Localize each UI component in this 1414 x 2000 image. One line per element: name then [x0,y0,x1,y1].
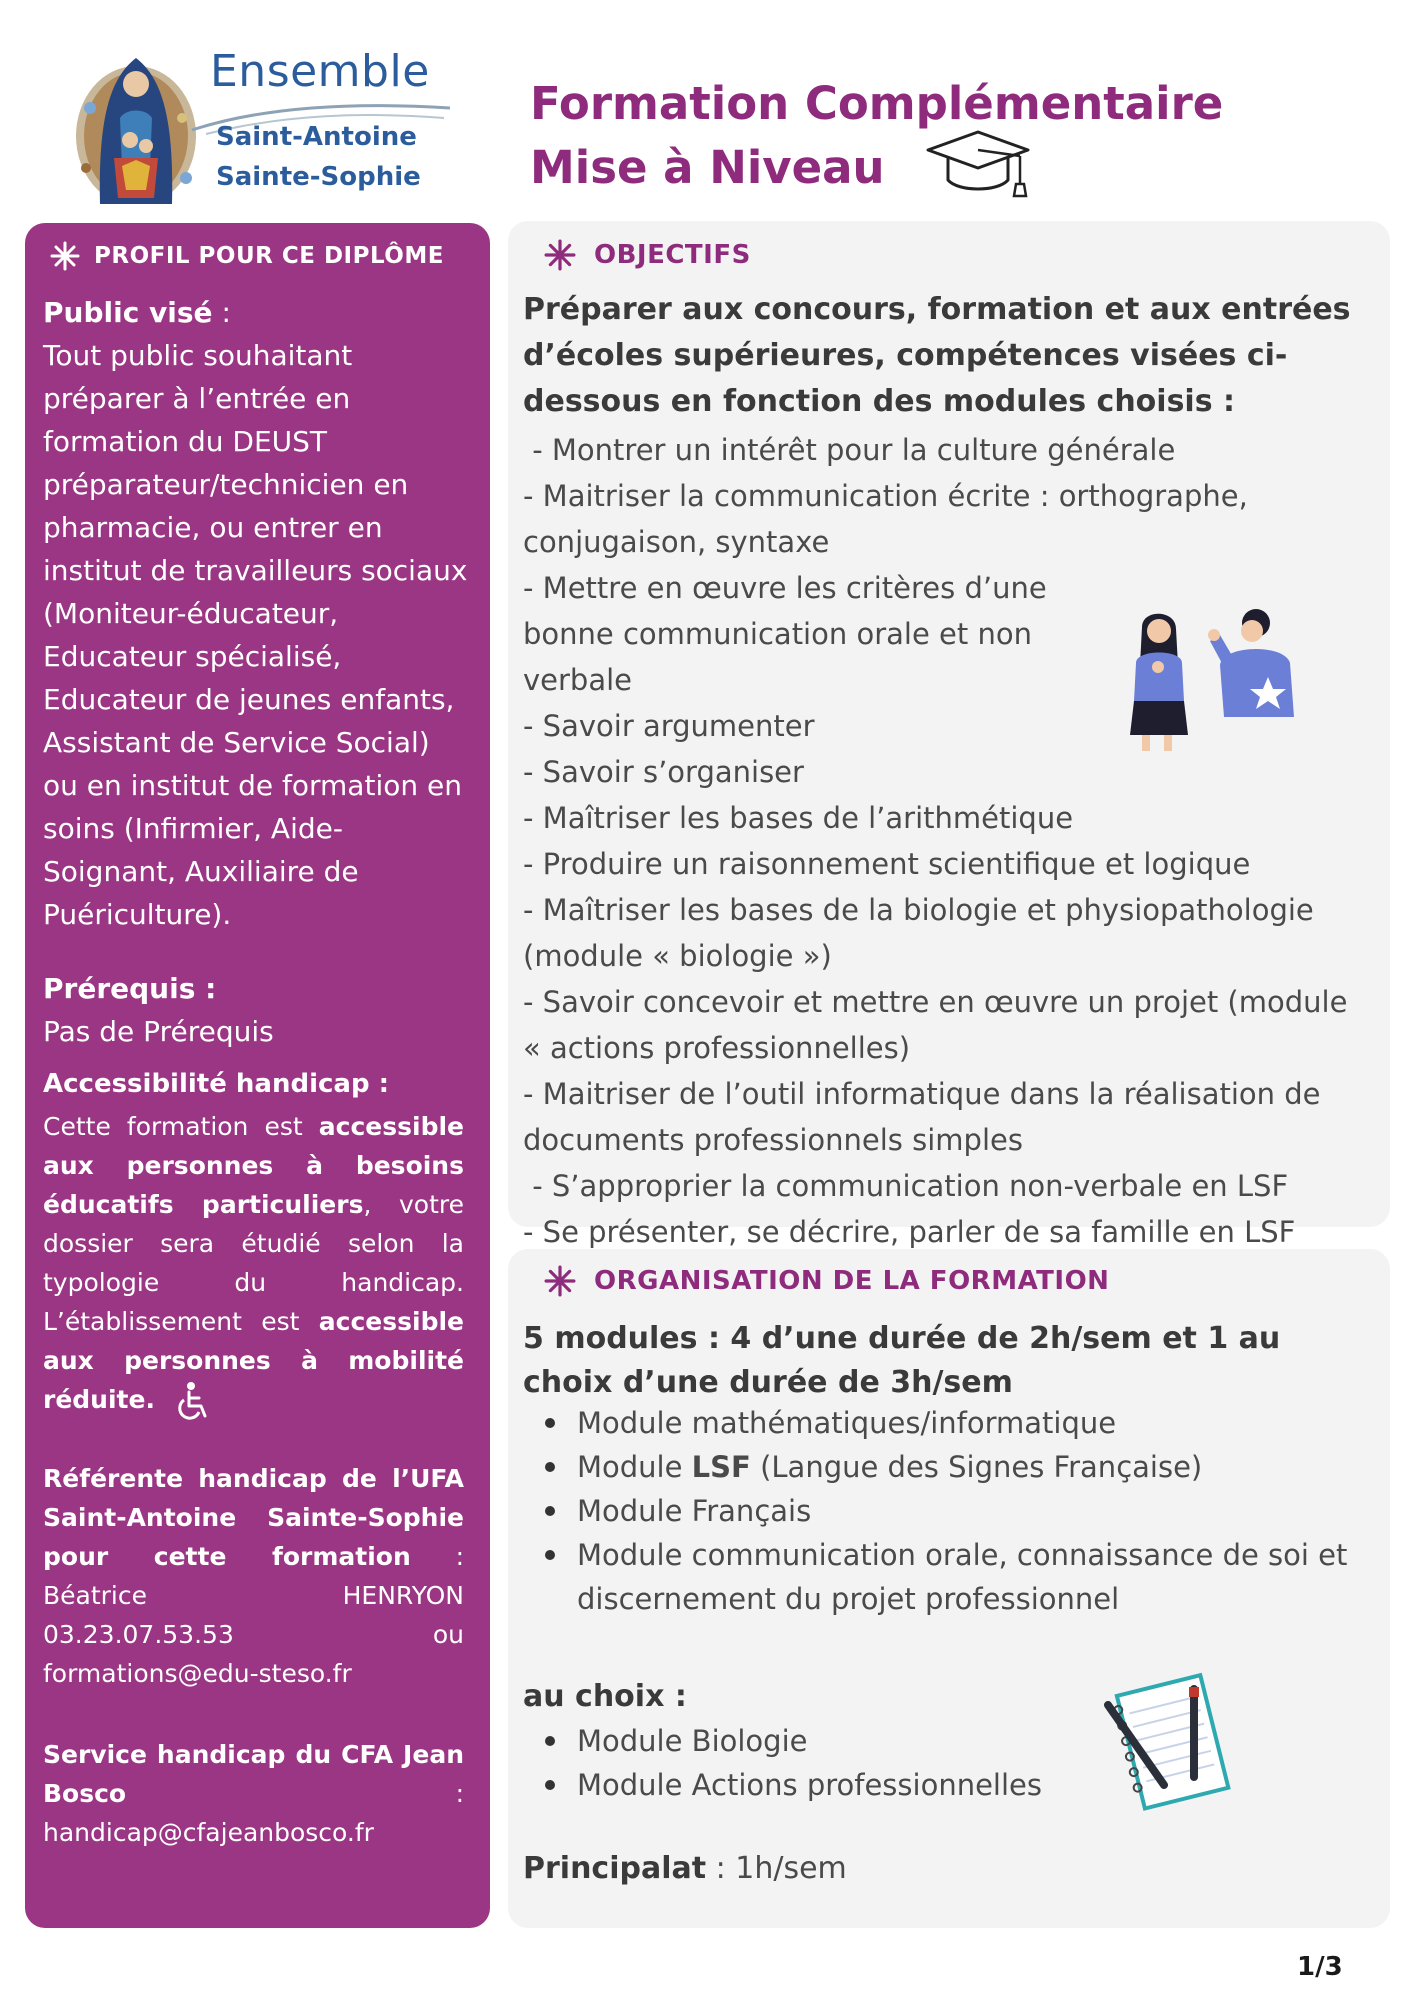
accessibility-text-2: , votre dossier sera étudié selon la typologie du handicap. L’établissement est [43,1190,464,1336]
objective-item: - Produire un raisonnement scientifique et logique [523,847,1251,881]
module-item-lsf [523,1445,1373,1489]
objective-item: - S’approprier la communication non-verbale en LSF [523,1169,1289,1203]
referent-contact: : Béatrice HENRYON 03.23.07.53.53 ou formations@edu-steso.fr [43,1542,464,1688]
asterisk-star-icon [50,241,80,271]
organisation-lead: 5 modules : 4 d’une durée de 2h/sem et 1 au choix d’une durée de 3h/sem [523,1321,1281,1400]
objectives-heading [544,239,751,271]
objective-item: - Maîtriser les bases de l’arithmétique [523,801,1074,835]
objective-item: - Maitriser de l’outil informatique dans la réalisation de documents professionnels simples [523,1077,1330,1157]
asterisk-star-icon [544,1265,576,1297]
objectives-lead: Préparer aux concours, formation et aux entrées d’écoles supérieures, compétences visées ci-dessous en fonction des modules choisis : [523,292,1351,419]
objective-item: - Se présenter, se décrire, parler de sa famille en LSF [523,1215,1296,1249]
profile-heading [50,241,444,271]
referent-label: Référente handicap de l’UFA Saint-Antoine Sainte-Sophie pour cette formation [43,1464,464,1571]
logo-line-2: Sainte-Sophie [216,162,421,192]
prerequis-block [43,967,473,1053]
notebook-pen-illustration [1098,1669,1238,1819]
objective-item: - Savoir argumenter [523,709,815,743]
graduation-cap-icon [924,126,1032,200]
objectives-heading-label: OBJECTIFS [594,240,751,270]
principalat-label: Principalat [523,1851,707,1886]
module-lsf-post: (Langue des Signes Française) [750,1450,1203,1484]
profile-panel [25,223,490,1928]
public-vise-text: Tout public souhaitant préparer à l’entrée en formation du DEUST préparateur/technicien en pharmacie, ou entrer en institut de travailleurs sociaux (Moniteur-éducateur, Educateur spécialisé, Educateur de jeunes enfants, Assistant de Service Social) ou en institut de formation en soins (Infirmier, Aide-Soignant, Auxiliaire de Puériculture). [43,339,468,931]
madonna-mosaic-emblem [70,48,202,204]
title-line-1: Formation Complémentaire [530,77,1224,130]
public-vise-colon: : [212,296,231,329]
module-lsf-bold: LSF [691,1450,751,1484]
module-item: Module Français [523,1489,1373,1533]
organisation-heading [544,1265,1109,1297]
public-vise-label: Public visé [43,296,213,329]
choice-list [523,1719,1083,1807]
title-line-2: Mise à Niveau [530,141,885,194]
accessibility-bold-2: accessible aux personnes à mobilité réduite. [43,1307,464,1414]
objectives-panel [508,221,1390,1249]
service-handicap [43,1735,464,1852]
wheelchair-icon [175,1380,211,1422]
organisation-heading-label: ORGANISATION DE LA FORMATION [594,1266,1110,1296]
principalat-value: : 1h/sem [706,1851,847,1886]
module-item: Module communication orale, connaissance de soi et discernement du projet professionnel [523,1533,1373,1621]
profile-heading-label: PROFIL POUR CE DIPLÔME [94,243,444,269]
referent-handicap [43,1459,464,1693]
service-contact: : handicap@cfajeanbosco.fr [43,1779,464,1847]
objective-item: - Maîtriser les bases de la biologie et physiopathologie (module « biologie ») [523,893,1323,973]
accessibility-text [43,1107,464,1422]
objective-item: - Mettre en œuvre les critères d’une bonne communication orale et non verbale [523,571,1056,697]
module-item: Module mathématiques/informatique [523,1401,1373,1445]
page-title [530,72,1223,200]
objectives-list [523,427,1383,1255]
accessibility-text-1: Cette formation est [43,1112,319,1141]
asterisk-star-icon [544,239,576,271]
principalat [523,1851,847,1886]
logo-line-1: Saint-Antoine [216,122,417,152]
choice-item: Module Biologie [523,1719,1083,1763]
people-talking-illustration [1128,605,1308,755]
accessibility-label: Accessibilité handicap : [43,1069,390,1099]
prerequis-text: Pas de Prérequis [43,1015,274,1048]
public-vise-block [43,291,473,936]
module-lsf-pre: Module [577,1450,692,1484]
prerequis-label: Prérequis : [43,972,217,1005]
objective-item: - Maitriser la communication écrite : orthographe, conjugaison, syntaxe [523,479,1258,559]
objective-item: - Montrer un intérêt pour la culture générale [523,433,1176,467]
service-label: Service handicap du CFA Jean Bosco [43,1740,464,1808]
organisation-panel [508,1249,1390,1928]
school-logo [68,44,458,204]
objective-item: - Savoir s’organiser [523,755,804,789]
objective-item: - Savoir concevoir et mettre en œuvre un projet (module « actions professionnelles) [523,985,1366,1065]
choice-label: au choix : [523,1679,687,1714]
page-number: 1/3 [1297,1952,1343,1982]
logo-name: Ensemble [210,46,430,97]
choice-item: Module Actions professionnelles [523,1763,1083,1807]
accessibility-bold-1: accessible aux personnes à besoins éducatifs particuliers [43,1112,464,1219]
modules-list [523,1401,1373,1621]
